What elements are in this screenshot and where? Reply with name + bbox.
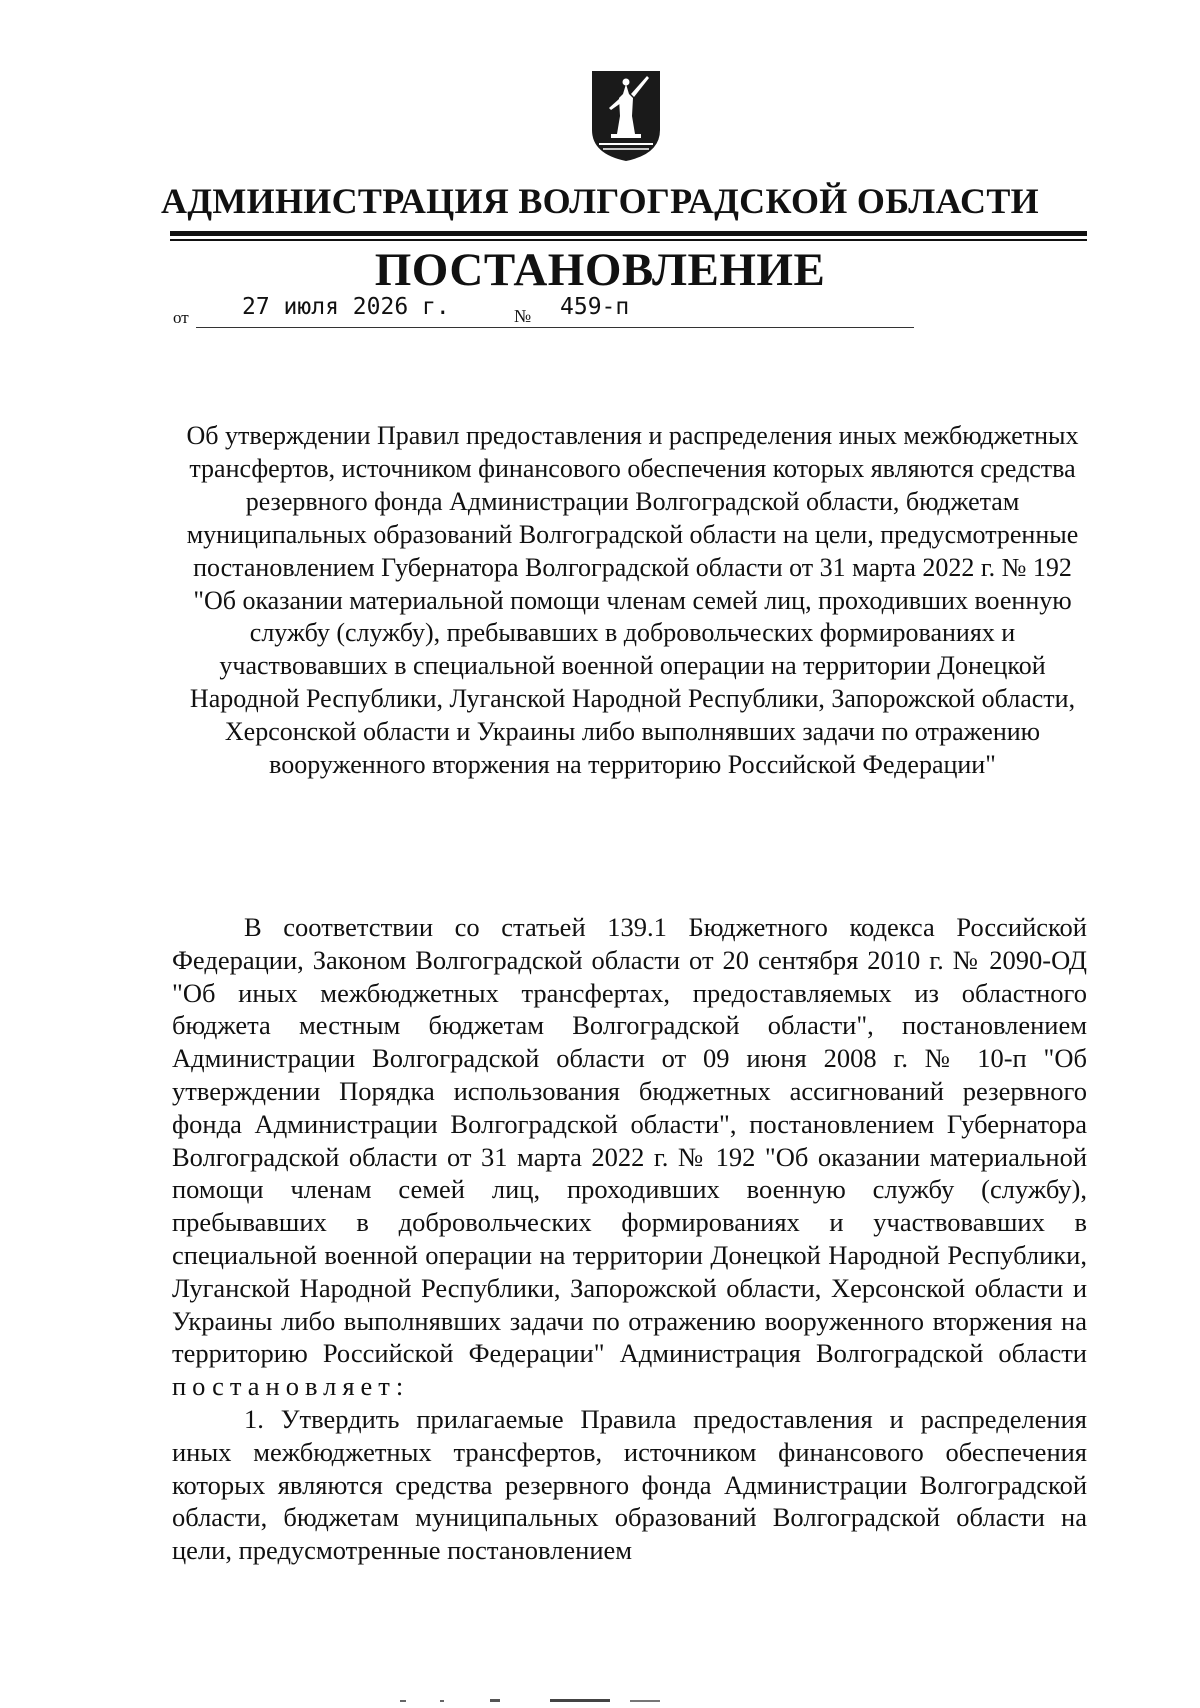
- date-prefix: от: [173, 308, 189, 327]
- organization-title: АДМИНИСТРАЦИЯ ВОЛГОГРАДСКОЙ ОБЛАСТИ: [161, 181, 1039, 221]
- header-rule-thin: [170, 239, 1087, 241]
- document-body: [172, 911, 1087, 1567]
- resolves-word: постановляет:: [172, 1371, 410, 1402]
- document-number: 459-п: [560, 294, 630, 320]
- number-underline: [542, 327, 914, 328]
- preamble-paragraph: [172, 911, 1087, 1403]
- preamble-text: В соответствии со статьей 139.1 Бюджетного кодекса Российской Федерации, Законом Волгоградской области от 20 сентября 2010 г. № 2090-ОД "Об иных межбюджетных трансфертах, предоставляемых из областного бюджета местным бюджетам Волгоградской области", постановлением Администрации Волгоградской области от 09 июня 2008 г. № 10-п "Об утверждении Порядка использования бюджетных ассигнований резервного фонда Администрации Волгоградской области", постановлением Губернатора Волгоградской области от 31 марта 2022 г. № 192 "Об оказании материальной помощи членам семей лиц, проходивших военную службу (службу), пребывавших в добровольческих формированиях и участвовавших в специальной военной операции на территории Донецкой Народной Республики, Луганской Народной Республики, Запорожской области, Херсонской области и Украины либо выполнявших задачи по отражению вооруженного вторжения на территорию Российской Федерации" Администрация Волгоградской области: [172, 912, 1087, 1369]
- document-subject: Об утверждении Правил предоставления и распределения иных межбюджетных трансфертов, источником финансового обеспечения которых являются средства резервного фонда Администрации Волгоградской области, бюджетам муниципальных образований Волгоградской области на цели, предусмотренные постановлением Губернатора Волгоградской области от 31 марта 2022 г. № 192 "Об оказании материальной помощи членам семей лиц, проходивших военную службу (службу), пребывавших в добровольческих формированиях и участвовавших в специальной военной операции на территории Донецкой Народной Республики, Луганской Народной Республики, Запорожской области, Херсонской области и Украины либо выполнявших задачи по отражению вооруженного вторжения на территорию Российской Федерации": [186, 421, 1079, 780]
- document-date: 27 июля 2026 г.: [242, 294, 450, 320]
- item-1-paragraph: 1. Утвердить прилагаемые Правила предоставления и распределения иных межбюджетных трансфертов, источником финансового обеспечения которых являются средства резервного фонда Администрации Волгоградской области, бюджетам муниципальных образований Волгоградской области на цели, предусмотренные постановлением: [172, 1403, 1087, 1566]
- document-type-heading: ПОСТАНОВЛЕНИЕ: [374, 244, 826, 296]
- header-rule-thick: [170, 231, 1087, 236]
- number-prefix: №: [514, 306, 532, 326]
- scan-artifact: [400, 1698, 730, 1704]
- coat-of-arms-icon: [589, 68, 663, 164]
- document-meta: [170, 290, 870, 330]
